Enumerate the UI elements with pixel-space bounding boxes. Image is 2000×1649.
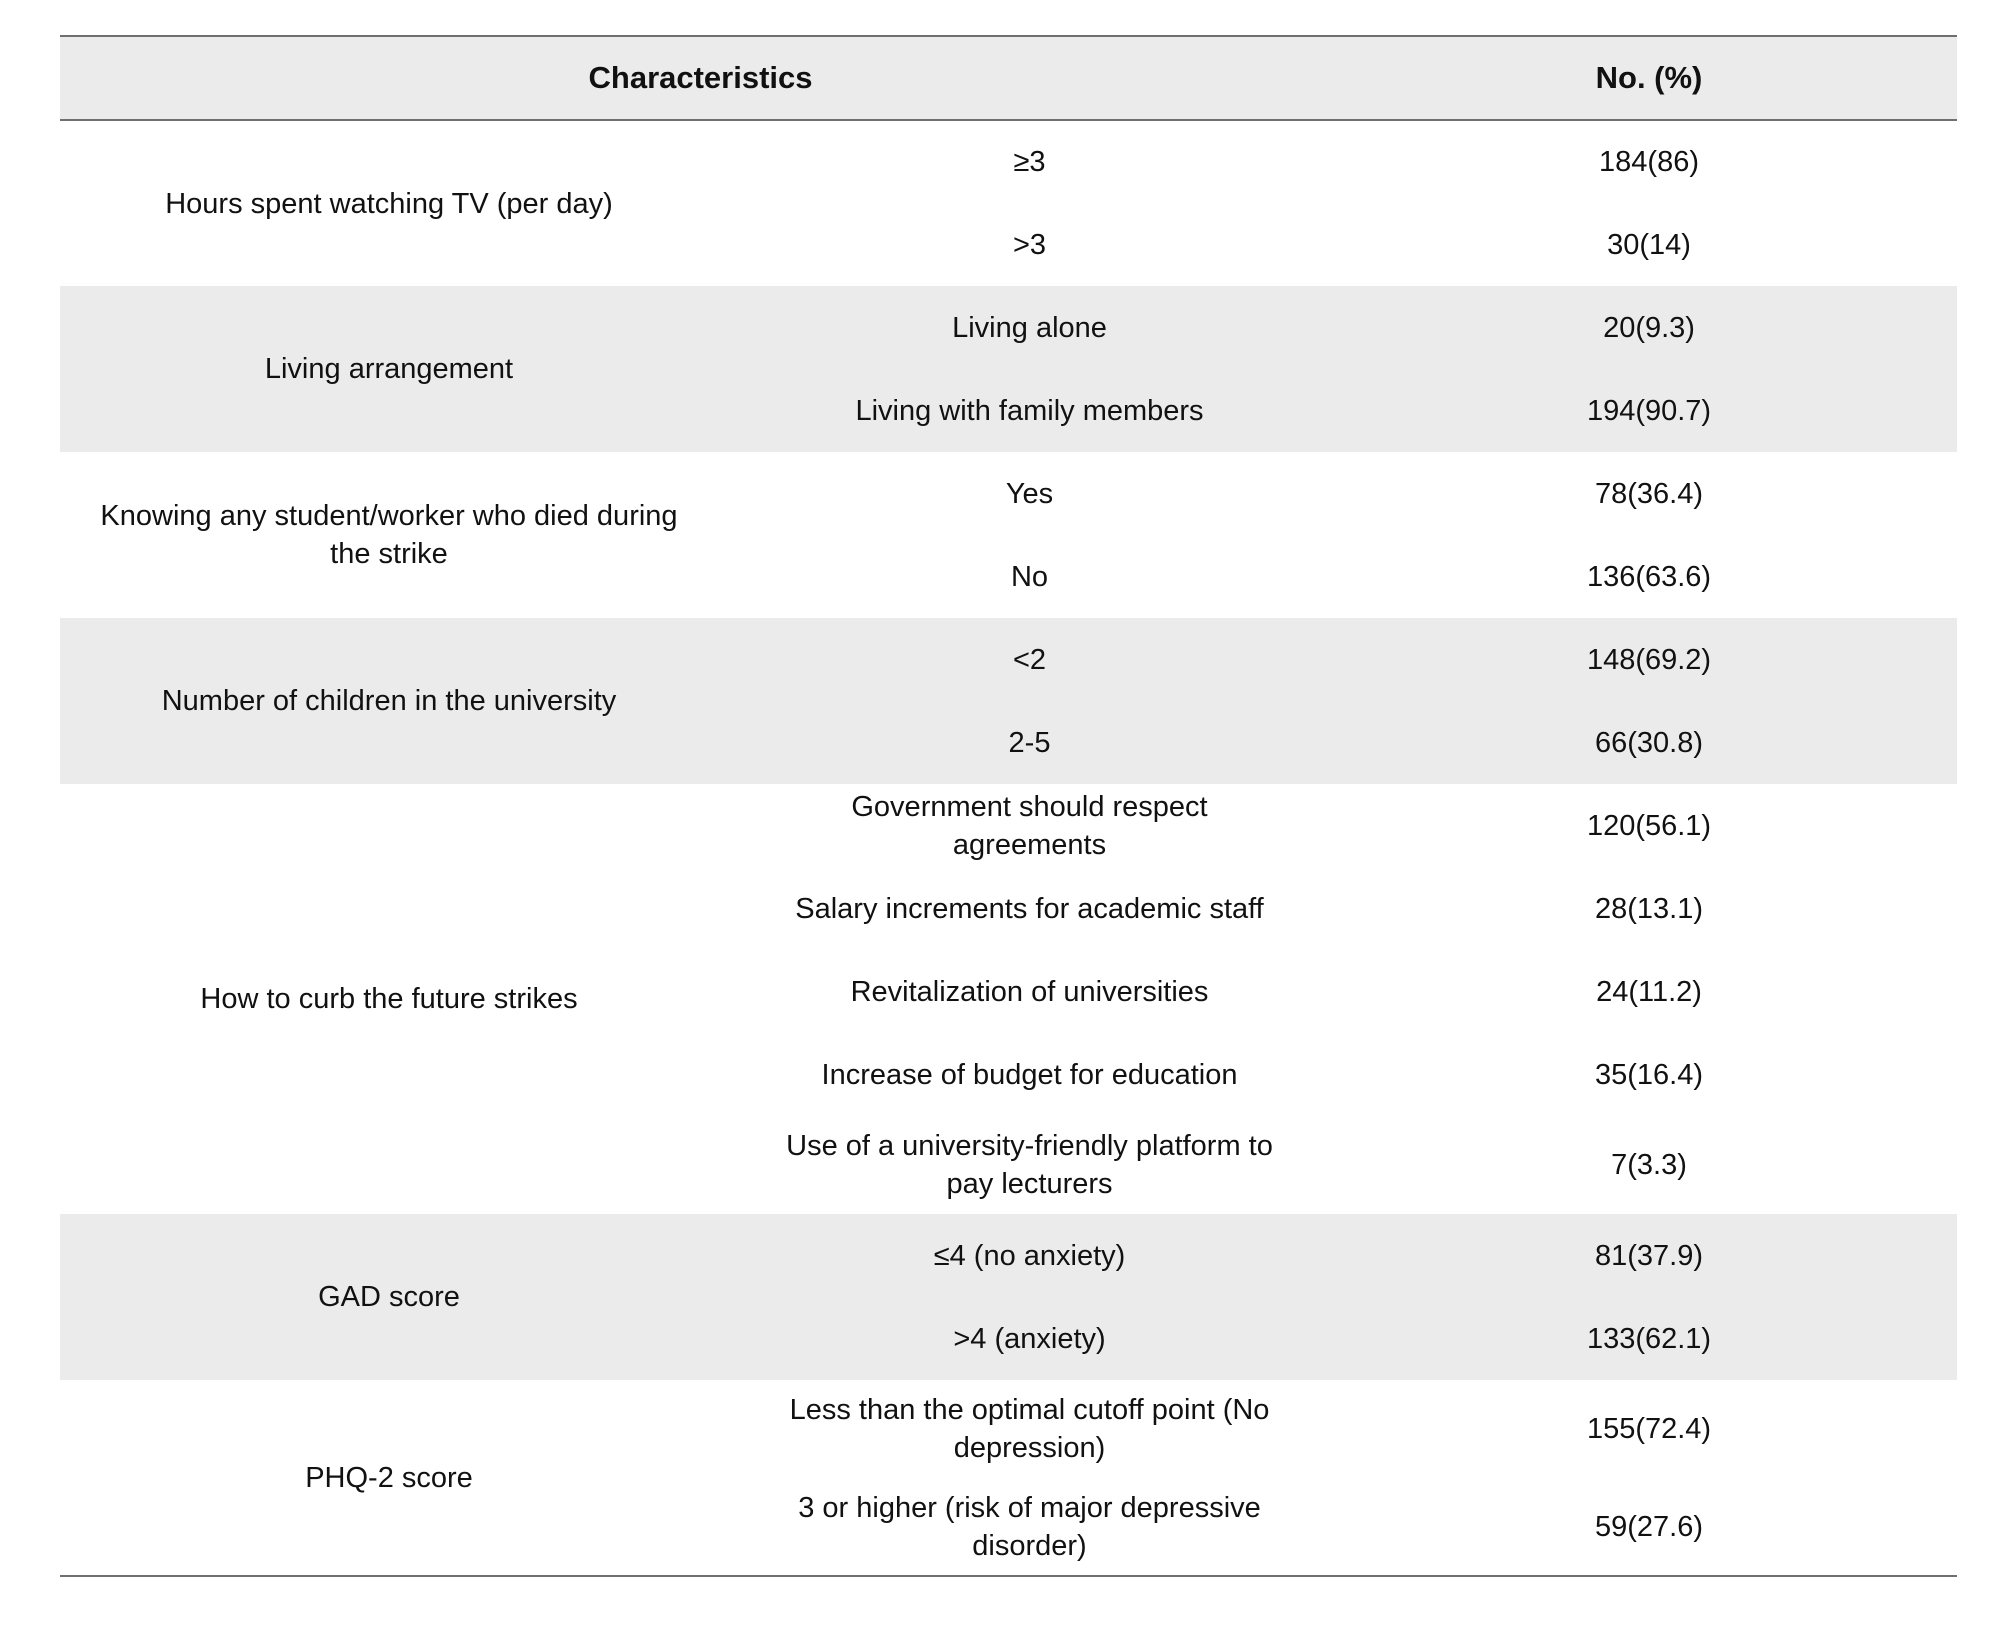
- option-label: ≥3: [1013, 146, 1046, 178]
- option-label: Salary increments for academic staff: [795, 892, 1264, 925]
- table-row: [60, 120, 1957, 203]
- table-row: [60, 1214, 1957, 1297]
- group-tv-hours: [60, 120, 1957, 286]
- value-cell: 148(69.2): [1341, 618, 1957, 701]
- value-cell: 155(72.4): [1586, 1413, 1712, 1445]
- value-cell: 78(36.4): [1595, 477, 1704, 510]
- option-label: Less than the optimal cutoff point (No depression): [789, 1394, 1270, 1464]
- header-row: [60, 36, 1957, 120]
- option-label: Living alone: [718, 286, 1341, 369]
- group-label: Number of children in the university: [60, 618, 718, 784]
- group-label: How to curb the future strikes: [200, 983, 578, 1015]
- table-row: [60, 784, 1957, 867]
- option-label: 3 or higher (risk of major depressive disorder): [798, 1491, 1261, 1562]
- group-label: Living arrangement: [60, 286, 718, 452]
- option-label: ≤4 (no anxiety): [718, 1214, 1341, 1297]
- option-label: <2: [718, 618, 1341, 701]
- option-label: >4 (anxiety): [718, 1297, 1341, 1380]
- table-row: [60, 286, 1957, 369]
- value-cell: 24(11.2): [1596, 975, 1702, 1008]
- group-label: Hours spent watching TV (per day): [165, 187, 613, 220]
- group-knowing-deceased: [60, 452, 1957, 618]
- option-label: Use of a university-friendly platform to pay lecturers: [786, 1130, 1273, 1200]
- value-cell: 7(3.3): [1611, 1149, 1687, 1181]
- header-count-percent: No. (%): [1595, 60, 1703, 95]
- group-label: GAD score: [60, 1214, 718, 1380]
- value-cell: 81(37.9): [1341, 1214, 1957, 1297]
- characteristics-table-container: [60, 35, 1957, 1577]
- value-cell: 28(13.1): [1595, 892, 1704, 925]
- option-label: Government should respect agreements: [851, 790, 1208, 861]
- value-cell: 35(16.4): [1595, 1058, 1704, 1091]
- value-cell: 120(56.1): [1586, 809, 1712, 842]
- value-cell: 59(27.6): [1595, 1510, 1704, 1543]
- option-label: 2-5: [718, 701, 1341, 784]
- option-label: Increase of budget for education: [821, 1058, 1238, 1091]
- value-cell: 194(90.7): [1341, 369, 1957, 452]
- group-label: PHQ-2 score: [305, 1461, 473, 1494]
- option-label: Yes: [1005, 477, 1054, 510]
- value-cell: 30(14): [1607, 228, 1691, 261]
- group-curb-strikes: [60, 784, 1957, 1214]
- option-label: Revitalization of universities: [850, 975, 1209, 1008]
- header-characteristics: Characteristics: [588, 60, 813, 95]
- option-label: Living with family members: [718, 369, 1341, 452]
- group-phq2-score: [60, 1380, 1957, 1576]
- group-living-arrangement: [60, 286, 1957, 452]
- group-children-count: [60, 618, 1957, 784]
- value-cell: 133(62.1): [1341, 1297, 1957, 1380]
- group-gad-score: [60, 1214, 1957, 1380]
- table-row: [60, 452, 1957, 535]
- value-cell: 136(63.6): [1586, 560, 1712, 593]
- option-label: >3: [1012, 228, 1047, 261]
- value-cell: 20(9.3): [1341, 286, 1957, 369]
- value-cell: 184(86): [1599, 146, 1699, 178]
- table-header: [60, 36, 1957, 120]
- option-label: No: [1010, 560, 1049, 593]
- group-label: Knowing any student/worker who died during the strike: [100, 500, 678, 570]
- table-row: [60, 1380, 1957, 1478]
- value-cell: 66(30.8): [1341, 701, 1957, 784]
- table-row: [60, 618, 1957, 701]
- characteristics-table: [60, 35, 1957, 1577]
